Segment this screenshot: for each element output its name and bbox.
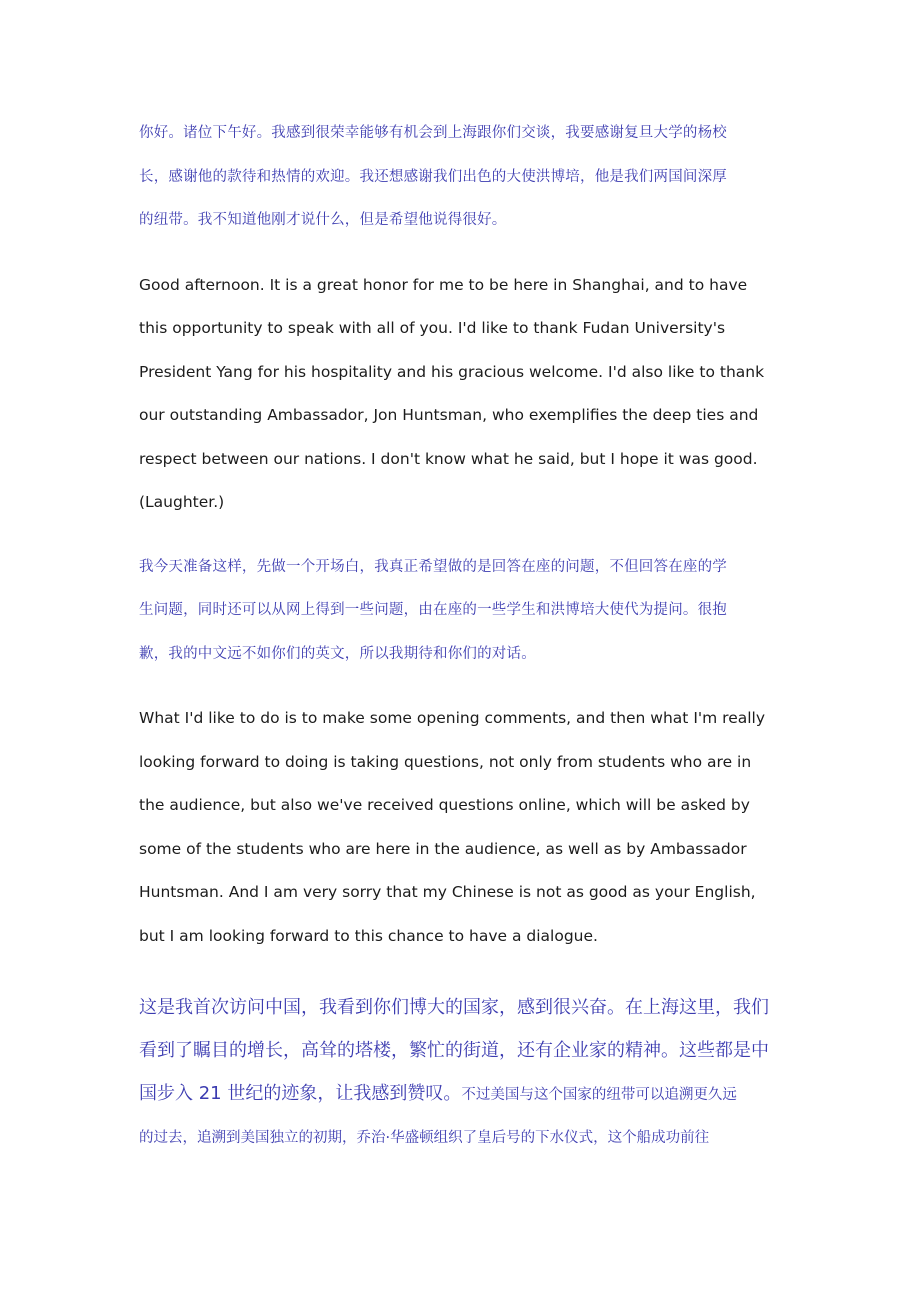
text-line: the audience, but also we've received questions online, which will be asked by bbox=[139, 796, 750, 814]
text-line: What I'd like to do is to make some opening comments, and then what I'm really bbox=[139, 709, 766, 727]
text-segment-small: 不过美国与这个国家的纽带可以追溯更久远 bbox=[461, 1087, 737, 1103]
text-line: 的过去，追溯到美国独立的初期，乔治·华盛顿组织了皇后号的下水仪式，这个船成功前往 bbox=[139, 1130, 710, 1146]
text-line: 这是我首次访问中国，我看到你们博大的国家，感到很兴奋。在上海这里，我们 bbox=[139, 997, 769, 1018]
text-line: 看到了瞩目的增长，高耸的塔楼，繁忙的街道，还有企业家的精神。这些都是中 bbox=[139, 1040, 769, 1061]
text-segment: 国步入 21 世纪的迹象，让我感到赞叹。 bbox=[139, 1083, 462, 1104]
text-line: Good afternoon. It is a great honor for me to be here in Shanghai, and to have bbox=[139, 275, 748, 294]
document-page bbox=[139, 112, 785, 1160]
text-line: Huntsman. And I am very sorry that my Chinese is not as good as your English, bbox=[139, 883, 756, 901]
chinese-paragraph-1 bbox=[139, 112, 785, 243]
text-line: 歉，我的中文远不如你们的英文，所以我期待和你们的对话。 bbox=[139, 645, 536, 662]
text-line: some of the students who are here in the audience, as well as by Ambassador bbox=[139, 839, 747, 858]
text-line: 的纽带。我不知道他刚才说什么，但是希望他说得很好。 bbox=[139, 212, 507, 228]
english-paragraph-2 bbox=[139, 697, 785, 958]
text-line: 生问题，同时还可以从网上得到一些问题，由在座的一些学生和洪博培大使代为提问。很抱 bbox=[139, 602, 727, 618]
text-line: 我今天准备这样，先做一个开场白，我真正希望做的是回答在座的问题，不但回答在座的学 bbox=[139, 558, 727, 575]
chinese-paragraph-2 bbox=[139, 546, 785, 677]
text-line: this opportunity to speak with all of you. I'd like to thank Fudan University's bbox=[139, 319, 726, 337]
text-line: 你好。诸位下午好。我感到很荣幸能够有机会到上海跟你们交谈，我要感谢复旦大学的杨校 bbox=[139, 125, 727, 141]
text-line: our outstanding Ambassador, Jon Huntsman, who exemplifies the deep ties and bbox=[139, 406, 759, 424]
chinese-paragraph-3 bbox=[139, 986, 785, 1160]
text-line: looking forward to doing is taking questions, not only from students who are in bbox=[139, 752, 752, 771]
text-line: (Laughter.) bbox=[139, 493, 225, 511]
text-line: but I am looking forward to this chance to have a dialogue. bbox=[139, 926, 598, 945]
text-line: respect between our nations. I don't know what he said, but I hope it was good. bbox=[139, 449, 758, 468]
text-line: 长，感谢他的款待和热情的欢迎。我还想感谢我们出色的大使洪博培，他是我们两国间深厚 bbox=[139, 168, 727, 185]
text-line-mixed bbox=[139, 1072, 785, 1117]
text-line: President Yang for his hospitality and his gracious welcome. I'd also like to thank bbox=[139, 362, 765, 381]
english-paragraph-1 bbox=[139, 264, 785, 525]
